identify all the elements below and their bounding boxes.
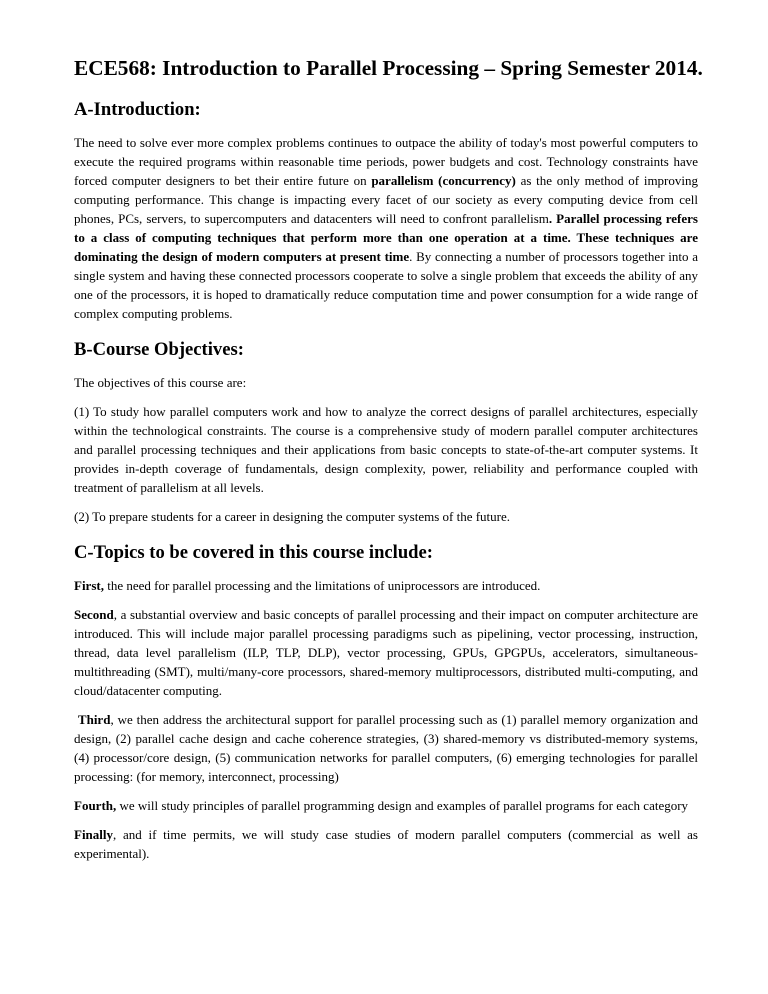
topic-finally (74, 825, 698, 863)
topic-first-text: the need for parallel processing and the limitations of uniprocessors are introduced. (103, 578, 541, 593)
section-heading-topics: C-Topics to be covered in this course include: (74, 542, 433, 563)
objective-item-1: (1) To study how parallel computers work and how to analyze the correct designs of parallel architectures, especially within the technological constraints. The course is a comprehensive study of modern parallel computer architectures and parallel processing techniques and their applications from basic concepts to state-of-the-art computer systems. It provides in-depth coverage of fundamentals, design complexity, power, reliability and performance coupled with treatment of parallelism at all levels. (74, 404, 698, 495)
topic-first-label: First, (74, 578, 104, 593)
topic-third-text: , we then address the architectural support for parallel processing such as (1) parallel memory organization and design, (2) parallel cache design and cache coherence strategies, (3) shared-memory vs distributed-memory systems, (4) processor/core design, (5) communication networks for parallel computers, (6) emerging technologies for parallel processing: (for memory, interconnect, processing) (74, 712, 698, 784)
intro-text-1: The need to solve ever more complex problems continues to outpace the ability of today's most powerful computers to execute the required programs within reasonable time periods, power budgets and cost. Technology constraints have forced computer designers to bet their entire future on (74, 135, 698, 188)
document-body (74, 55, 703, 873)
objective-item-2: (2) To prepare students for a career in designing the computer systems of the future. (74, 509, 511, 524)
topic-second (74, 605, 698, 700)
intro-bold-parallelism: parallelism (concurrency) (371, 173, 516, 188)
intro-bold-definition: . Parallel processing refers to a class of computing techniques that perform more than one operation at a time. These techniques are dominating the design of modern computers at present time (74, 211, 698, 264)
topic-first (74, 576, 698, 595)
section-heading-introduction: A-Introduction: (74, 99, 201, 120)
introduction-paragraph (74, 133, 698, 323)
topic-second-label: Second (74, 607, 114, 622)
topic-fourth (74, 796, 698, 815)
topic-finally-text: , and if time permits, we will study case studies of modern parallel computers (commercial as well as experimental). (74, 827, 698, 861)
topic-third (74, 710, 698, 786)
intro-text-3: . By connecting a number of processors together into a single system and having these connected processors cooperate to solve a single problem that exceeds the ability of any one of the processors, it is hoped to dramatically reduce computation time and power consumption for a wide range of complex computing problems. (74, 249, 698, 321)
intro-text-2: as the only method of improving computing performance. This change is impacting every facet of our society as every computing device from cell phones, PCs, servers, to supercomputers and datacenters will need to confront parallelism (74, 173, 698, 226)
objectives-lead: The objectives of this course are: (74, 375, 247, 390)
topic-fourth-label: Fourth, (74, 798, 117, 813)
section-heading-objectives: B-Course Objectives: (74, 339, 244, 360)
topic-fourth-text: we will study principles of parallel programming design and examples of parallel programs for each category (116, 798, 689, 813)
page-title: ECE568: Introduction to Parallel Processing – Spring Semester 2014. (74, 56, 703, 80)
topic-second-text: , a substantial overview and basic concepts of parallel processing and their impact on computer architecture are introduced. This will include major parallel processing paradigms such as pipelining, vector processing, instruction, thread, data level parallelism (ILP, TLP, DLP), vector processing, GPUs, GPGPUs, accelerators, simultaneous-multithreading (SMT), multi/many-core processors, shared-memory multiprocessors, distributed multi-computing, and cloud/datacenter computing. (74, 607, 698, 698)
topic-third-label: Third (77, 712, 111, 727)
topic-finally-label: Finally (74, 827, 114, 842)
